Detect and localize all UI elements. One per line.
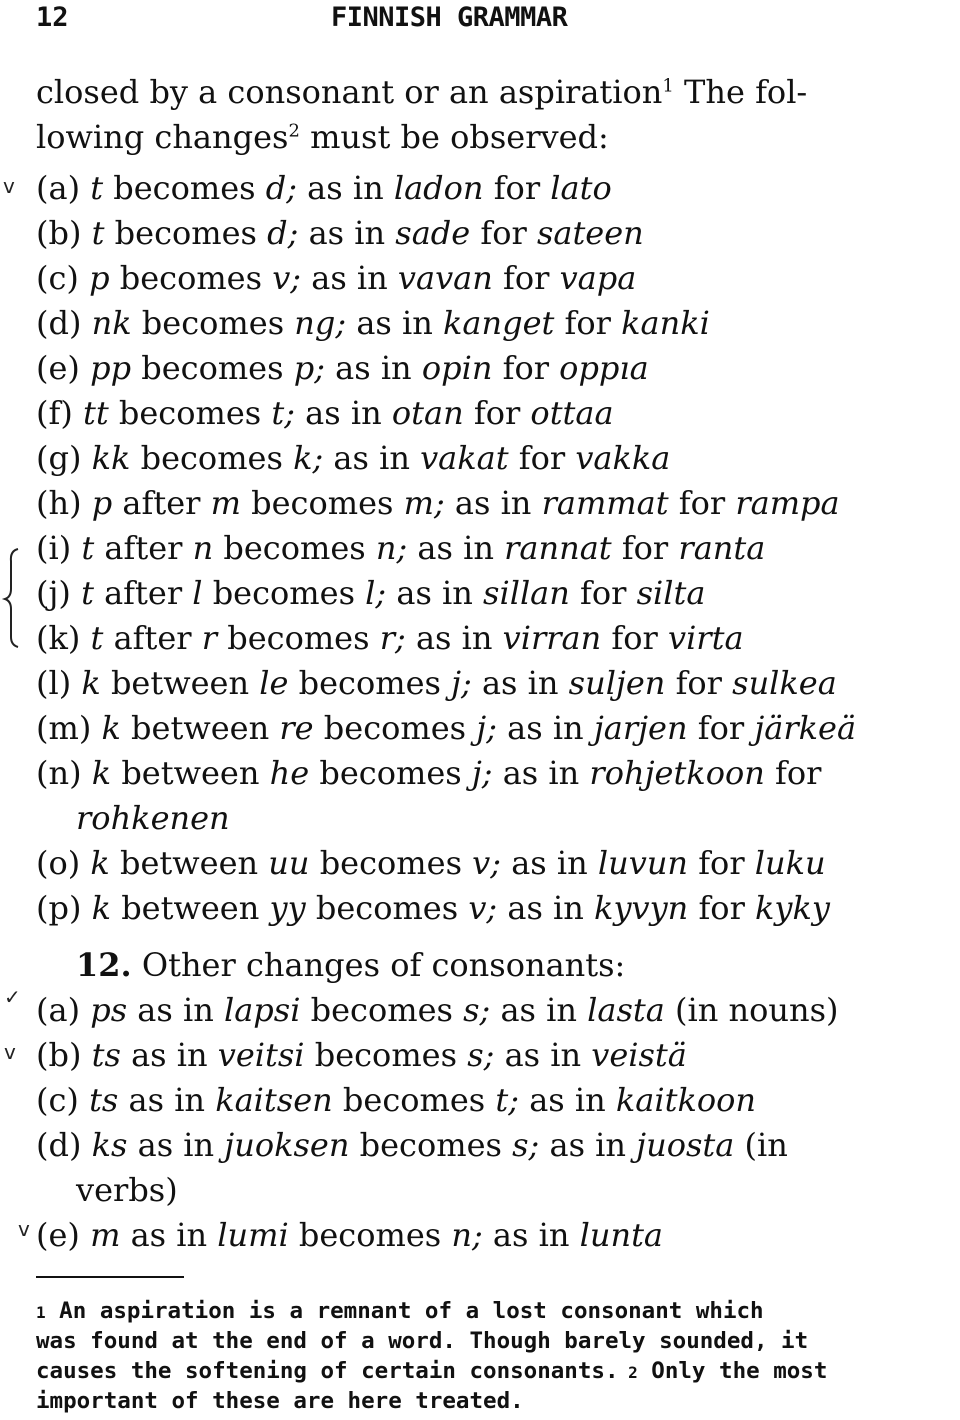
rule-line: (a) t becomes d; as in ladon for lato — [36, 169, 612, 207]
footnote-line: was found at the end of a word. Though barely sounded, it — [36, 1328, 809, 1354]
rule-line: (n) k between he becomes j; as in rohjetkoon for — [36, 754, 822, 792]
margin-v-mark: v — [3, 174, 15, 198]
rule-line: (l) k between le becomes j; as in suljen for sulkea — [36, 664, 837, 702]
rule-line: (h) p after m becomes m; as in rammat for rampa — [36, 484, 840, 522]
rule-line: (o) k between uu becomes v; as in luvun for luku — [36, 844, 826, 882]
margin-brace-icon — [0, 545, 30, 650]
margin-check-mark: ✓ — [4, 985, 21, 1009]
other-rule-line: (a) ps as in lapsi becomes s; as in lasta (in nouns) — [36, 991, 839, 1029]
footnote-ref-2: 2 — [288, 120, 300, 142]
other-rule-line: (b) ts as in veitsi becomes s; as in veistä — [36, 1036, 687, 1074]
rule-line: (m) k between re becomes j; as in jarjen for järkeä — [36, 709, 857, 747]
footnote-line: important of these are here treated. — [36, 1388, 524, 1414]
other-rule-line: (e) m as in lumi becomes n; as in lunta — [36, 1216, 663, 1254]
footnote-line: 1 An aspiration is a remnant of a lost consonant which — [36, 1298, 764, 1324]
rule-line: (k) t after r becomes r; as in virran for virta — [36, 619, 744, 657]
rule-line: (j) t after l becomes l; as in sillan for silta — [36, 574, 706, 612]
footnote-ref-1: 1 — [662, 75, 674, 97]
rule-line: (p) k between yy becomes v; as in kyvyn for kyky — [36, 889, 830, 927]
rule-line: (e) pp becomes p; as in opin for oppıa — [36, 349, 649, 387]
margin-v-mark: v — [18, 1217, 30, 1241]
rule-line: (d) nk becomes ng; as in kanget for kanki — [36, 304, 710, 342]
footnote-marker: 2 — [618, 1363, 638, 1382]
section-number: 12. — [76, 946, 132, 984]
rule-line: (b) t becomes d; as in sade for sateen — [36, 214, 644, 252]
running-head: FINNISH GRAMMAR — [331, 2, 568, 33]
rule-line: (i) t after n becomes n; as in rannat for ranta — [36, 529, 766, 567]
footnote-marker: 1 — [36, 1303, 46, 1322]
page-header — [36, 2, 930, 42]
intro-line-2: lowing changes$^2$ must be observed: — [36, 118, 609, 156]
intro-line-1: closed by a consonant or an aspiration$^1$ The fol- — [36, 73, 808, 111]
rule-line: (g) kk becomes k; as in vakat for vakka — [36, 439, 671, 477]
footnote-line: causes the softening of certain consonants. 2 Only the most — [36, 1358, 828, 1384]
section-title: Other changes of consonants: — [131, 946, 626, 984]
page-number: 12 — [36, 2, 69, 33]
other-rule-line: (d) ks as in juoksen becomes s; as in juosta (in — [36, 1126, 788, 1164]
section-heading — [76, 945, 625, 985]
rule-line: (f) tt becomes t; as in otan for ottaa — [36, 394, 614, 432]
footnote-rule — [36, 1276, 184, 1278]
rule-line: (c) p becomes v; as in vavan for vapa — [36, 259, 637, 297]
margin-v-mark: v — [4, 1040, 16, 1064]
rule-continuation: rohkenen — [76, 799, 230, 837]
other-rule-line: (c) ts as in kaitsen becomes t; as in kaitkoon — [36, 1081, 756, 1119]
other-rule-continuation: verbs) — [76, 1171, 178, 1209]
